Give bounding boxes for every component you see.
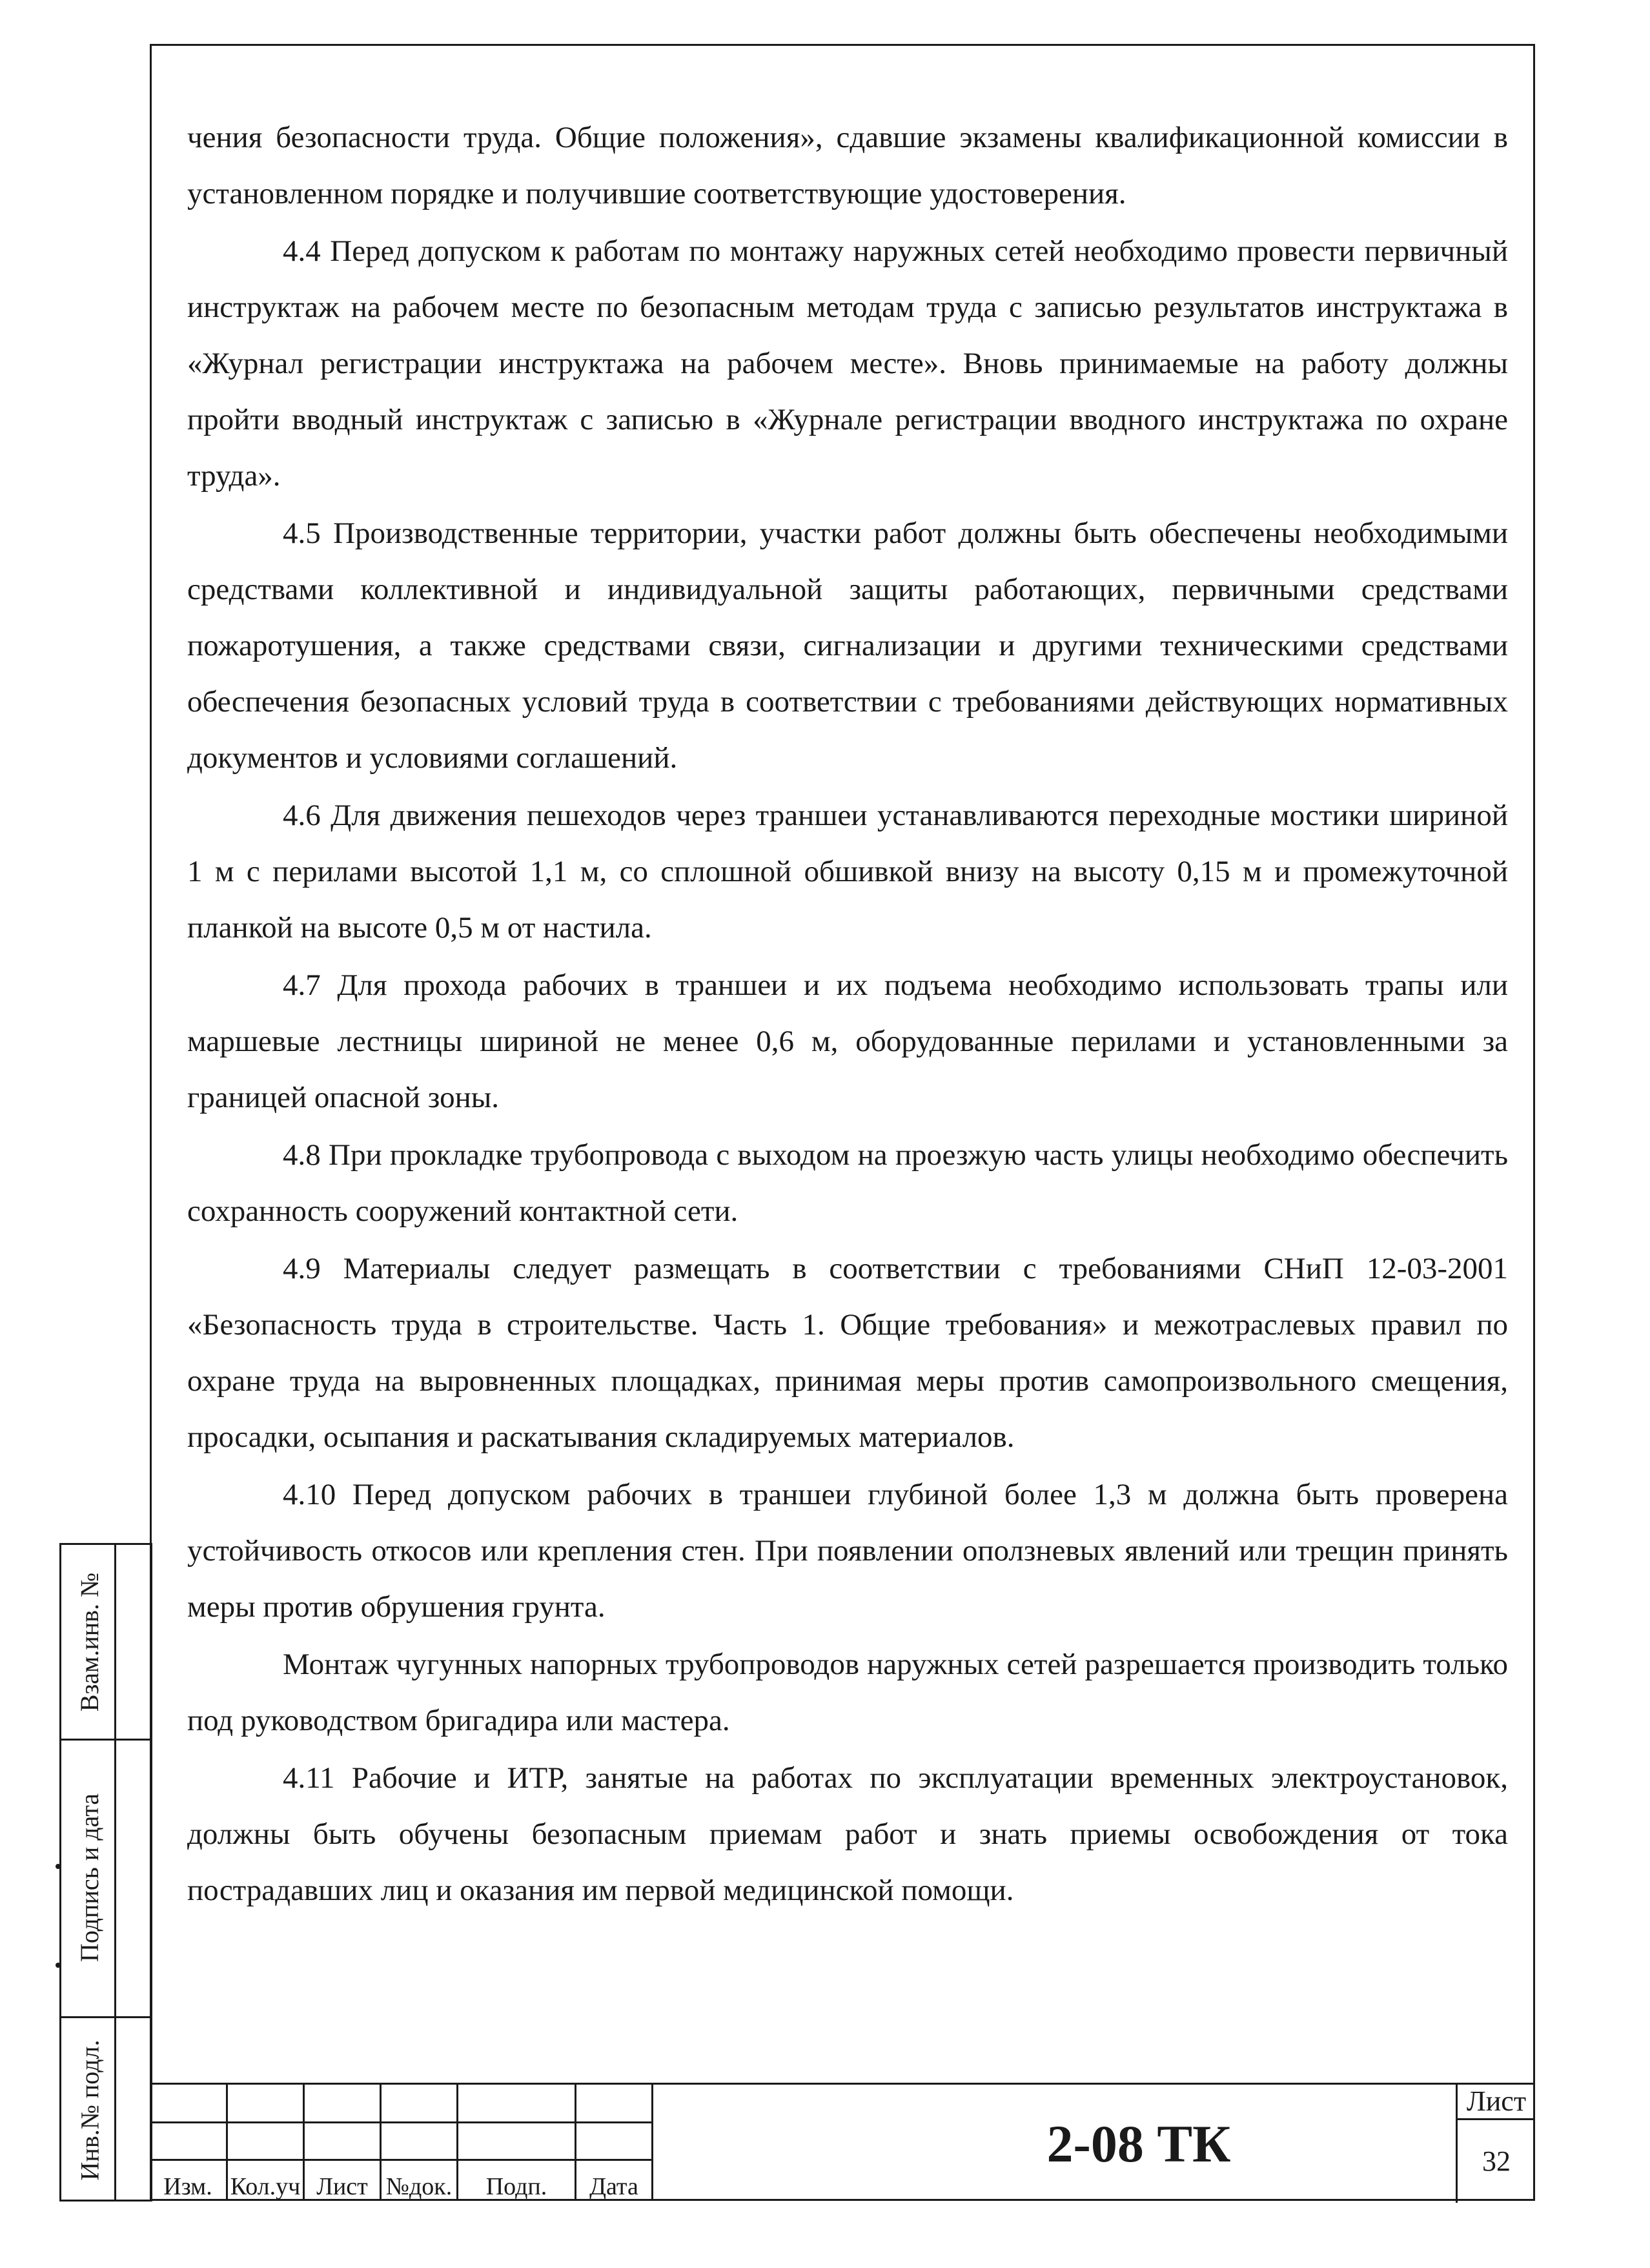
side-stamp [59,1543,152,2202]
paragraph: чения безопасности труда. Общие положения», сдавшие экзамены квалификационной комиссии в установленном порядке и получившие соответствующие удостоверения. [187,121,1508,210]
header-podp: Подп. [458,2160,576,2201]
header-ndok: №док. [381,2160,458,2201]
paragraph: 4.4 Перед допуском к работам по монтажу наружных сетей необходимо провести первичный инструктаж на рабочем месте по безопасным методам труда с записью результатов инструктажа в «Журнал регистрации инструктажа на рабочем месте». Вновь принимаемые на работу должны пройти вводный инструктаж с записью в «Журнале регистрации вводного инструктажа по охране труда». [187,234,1508,493]
sheet-box [1456,2085,1535,2203]
side-label-podpis: Подпись и дата [75,1793,105,1962]
side-label-inv: Инв.№ подл. [75,2039,105,2180]
header-izm: Изм. [150,2160,227,2201]
paragraph: 4.9 Материалы следует размещать в соответствии с требованиями СНиП 12-03-2001 «Безопасность труда в строительстве. Часть 1. Общие требования» и межотраслевых правил по охране труда на выровненных площадках, принимая меры против самопроизвольного смещения, просадки, осыпания и раскатывания складируемых материалов. [187,1252,1508,1454]
scan-dot [56,1963,61,1968]
paragraph: Монтаж чугунных напорных трубопроводов наружных сетей разрешается производить только под руководством бригадира или мастера. [187,1648,1508,1737]
header-data: Дата [576,2160,653,2201]
paragraph: 4.6 Для движения пешеходов через траншеи устанавливаются переходные мостики шириной 1 м с перилами высотой 1,1 м, со сплошной обшивкой внизу на высоту 0,15 м и промежуточной планкой на высоте 0,5 м от настила. [187,799,1508,945]
side-label-vzam: Взам.инв. № [75,1572,105,1711]
sheet-number: 32 [1482,2145,1511,2177]
header-kol: Кол.уч [227,2160,304,2201]
paragraph: 4.5 Производственные территории, участки работ должны быть обеспечены необходимыми средствами коллективной и индивидуальной защиты работающих, первичными средствами пожаротушения, а также средствами связи, сигнализации и другими техническими средствами обеспечения безопасных условий труда в соответствии с требованиями действующих нормативных документов и условиями соглашений. [187,516,1508,775]
document-code: 2-08 ТК [1046,2114,1231,2173]
side-divider [114,1545,116,2200]
paragraph: 4.8 При прокладке трубопровода с выходом на проезжую часть улицы необходимо обеспечить сохранность сооружений контактной сети. [187,1138,1508,1228]
paragraph: 4.11 Рабочие и ИТР, занятые на работах по эксплуатации временных электроустановок, должны быть обучены безопасным приемам работ и знать приемы освобождения от тока пострадавших лиц и оказания им первой медицинской помощи. [187,1761,1508,1907]
sheet-label: Лист [1458,2085,1535,2120]
header-list: Лист [304,2160,381,2201]
document-body [187,110,1508,1919]
revision-table [150,2085,653,2201]
paragraph: 4.10 Перед допуском рабочих в траншеи глубиной более 1,3 м должна быть проверена устойчивость откосов или крепления стен. При появлении оползневых явлений или трещин принять меры против обрушения грунта. [187,1478,1508,1624]
paragraph: 4.7 Для прохода рабочих в траншеи и их подъема необходимо использовать трапы или маршевые лестницы шириной не менее 0,6 м, оборудованные перилами и установленными за границей опасной зоны. [187,968,1508,1114]
scan-dot [56,1864,61,1869]
title-block [150,2083,1535,2203]
